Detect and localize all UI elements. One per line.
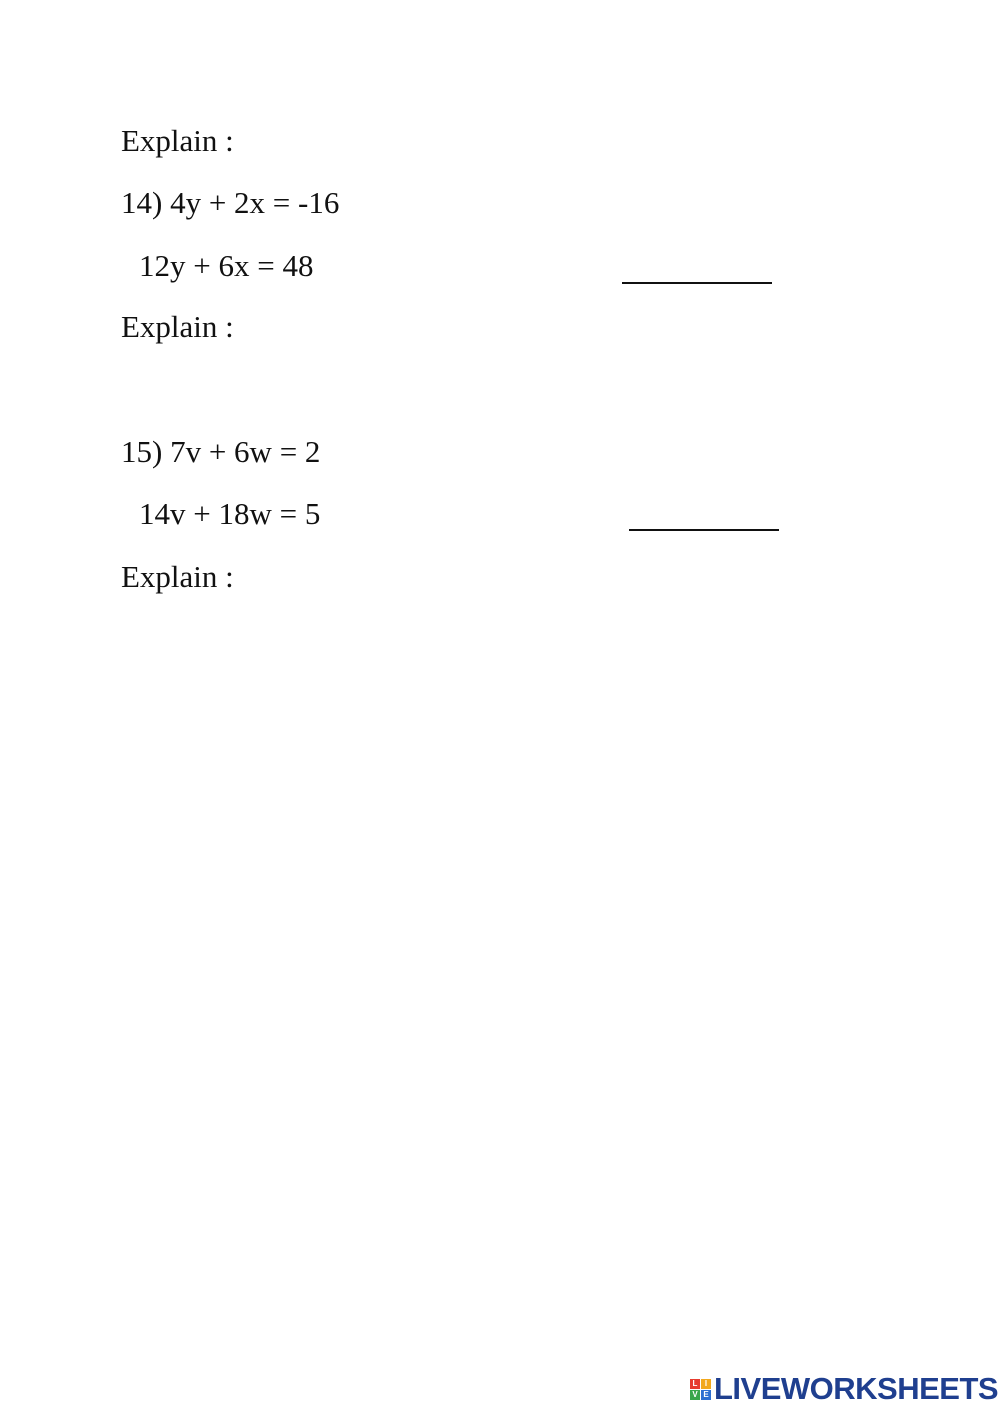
- logo-mark-e: E: [701, 1390, 711, 1400]
- q15-answer-blank[interactable]: [629, 529, 779, 531]
- q15-equation-2: 14v + 18w = 5: [139, 496, 321, 531]
- q14-equation-2: 12y + 6x = 48: [139, 248, 314, 283]
- q15-equation-1: 15) 7v + 6w = 2: [121, 434, 321, 469]
- logo-mark-i: I: [701, 1379, 711, 1389]
- q15-explain-label: Explain :: [121, 559, 234, 594]
- liveworksheets-logo-mark: [690, 1379, 711, 1400]
- logo-mark-v: V: [690, 1390, 700, 1400]
- logo-mark-l: L: [690, 1379, 700, 1389]
- q14-answer-blank[interactable]: [622, 282, 772, 284]
- explain-label-top: Explain :: [121, 123, 234, 158]
- liveworksheets-logo: [690, 1371, 998, 1407]
- q14-explain-label: Explain :: [121, 309, 234, 344]
- q14-equation-1: 14) 4y + 2x = -16: [121, 185, 340, 220]
- liveworksheets-logo-text: LIVEWORKSHEETS: [714, 1371, 999, 1406]
